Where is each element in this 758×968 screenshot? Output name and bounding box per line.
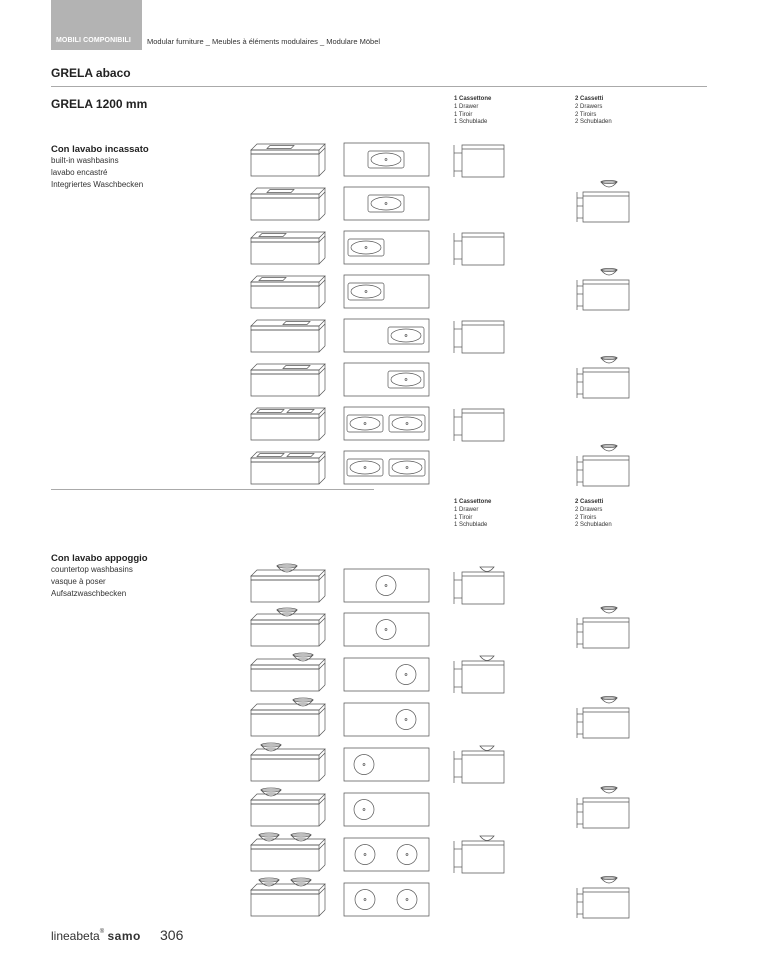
column-header-1-cassettone [454,499,491,530]
section-line: countertop washbasins [51,565,133,574]
cabinet-side-view-1-drawer [454,231,506,273]
column-header-1-cassettone [454,96,491,127]
cabinet-top-view [344,143,430,177]
cabinet-perspective [251,362,327,402]
brand-samo-logo: samo [107,929,141,943]
cabinet-top-view [344,703,430,737]
cabinet-perspective [251,837,327,877]
column-line: 1 Schublade [454,119,488,126]
column-line: 1 Tiroir [454,514,473,521]
cabinet-side-view-1-drawer [454,659,506,701]
cabinet-perspective [251,318,327,358]
section-line: built-in washbasins [51,156,119,165]
cabinet-top-view [344,407,430,441]
cabinet-side-view-1-drawer [454,319,506,361]
cabinet-side-view-1-drawer [454,570,506,612]
column-title: 2 Cassetti [575,96,604,102]
cabinet-side-view-1-drawer [454,749,506,791]
cabinet-side-view-2-drawers [577,180,631,224]
page-number: 306 [160,927,184,943]
cabinet-perspective [251,186,327,226]
column-line: 1 Drawer [454,506,479,513]
series-title: GRELA abaco [51,66,131,80]
divider [51,86,707,87]
cabinet-perspective [251,882,327,922]
column-line: 2 Drawers [575,506,603,513]
cabinet-side-view-2-drawers [577,696,631,740]
section-title: Con lavabo incassato [51,144,149,155]
cabinet-side-view-2-drawers [577,356,631,400]
brand-lineabeta: lineabeta [51,929,100,943]
column-line: 2 Tiroirs [575,111,597,118]
section-builtin-washbasins [51,144,149,191]
cabinet-top-view [344,319,430,353]
cabinet-perspective [251,792,327,832]
cabinet-top-view [344,883,430,917]
footer-brand [51,929,141,943]
column-title: 1 Cassettone [454,96,492,102]
cabinet-top-view [344,793,430,827]
cabinet-side-view-2-drawers [577,444,631,488]
cabinet-top-view [344,613,430,647]
cabinet-perspective [251,568,327,608]
cabinet-side-view-2-drawers [577,606,631,650]
cabinet-perspective [251,702,327,742]
cabinet-top-view [344,275,430,309]
cabinet-perspective [251,657,327,697]
column-line: 2 Schubladen [575,119,612,126]
cabinet-side-view-1-drawer [454,407,506,449]
section-line: Integriertes Waschbecken [51,180,144,189]
column-line: 1 Schublade [454,522,488,529]
section-line: lavabo encastré [51,168,108,177]
cabinet-perspective [251,406,327,446]
cabinet-perspective [251,612,327,652]
column-line: 1 Tiroir [454,111,473,118]
cabinet-perspective [251,230,327,270]
cabinet-perspective [251,747,327,787]
cabinet-side-view-2-drawers [577,268,631,312]
column-line: 2 Drawers [575,103,603,110]
header-category: MOBILI COMPONIBILI [56,37,131,44]
section-countertop-washbasins [51,553,148,600]
cabinet-top-view [344,658,430,692]
cabinet-perspective [251,142,327,182]
model-title: GRELA 1200 mm [51,97,148,111]
trademark: ® [99,929,105,935]
cabinet-side-view-2-drawers [577,786,631,830]
column-header-2-cassetti [575,96,612,127]
cabinet-top-view [344,569,430,603]
cabinet-top-view [344,838,430,872]
cabinet-perspective [251,450,327,490]
section-title: Con lavabo appoggio [51,553,148,564]
section-line: Aufsatzwaschbecken [51,589,127,598]
column-line: 1 Drawer [454,103,479,110]
cabinet-top-view [344,231,430,265]
column-header-2-cassetti [575,499,612,530]
cabinet-top-view [344,748,430,782]
cabinet-side-view-2-drawers [577,876,631,920]
cabinet-top-view [344,363,430,397]
column-line: 2 Tiroirs [575,514,597,521]
column-title: 1 Cassettone [454,499,492,505]
column-title: 2 Cassetti [575,499,604,505]
section-line: vasque à poser [51,577,106,586]
cabinet-side-view-1-drawer [454,839,506,881]
cabinet-side-view-1-drawer [454,143,506,185]
cabinet-perspective [251,274,327,314]
cabinet-top-view [344,187,430,221]
cabinet-top-view [344,451,430,485]
column-line: 2 Schubladen [575,522,612,529]
header-subtitle: Modular furniture _ Meubles à éléments modulaires _ Modulare Möbel [147,37,381,46]
